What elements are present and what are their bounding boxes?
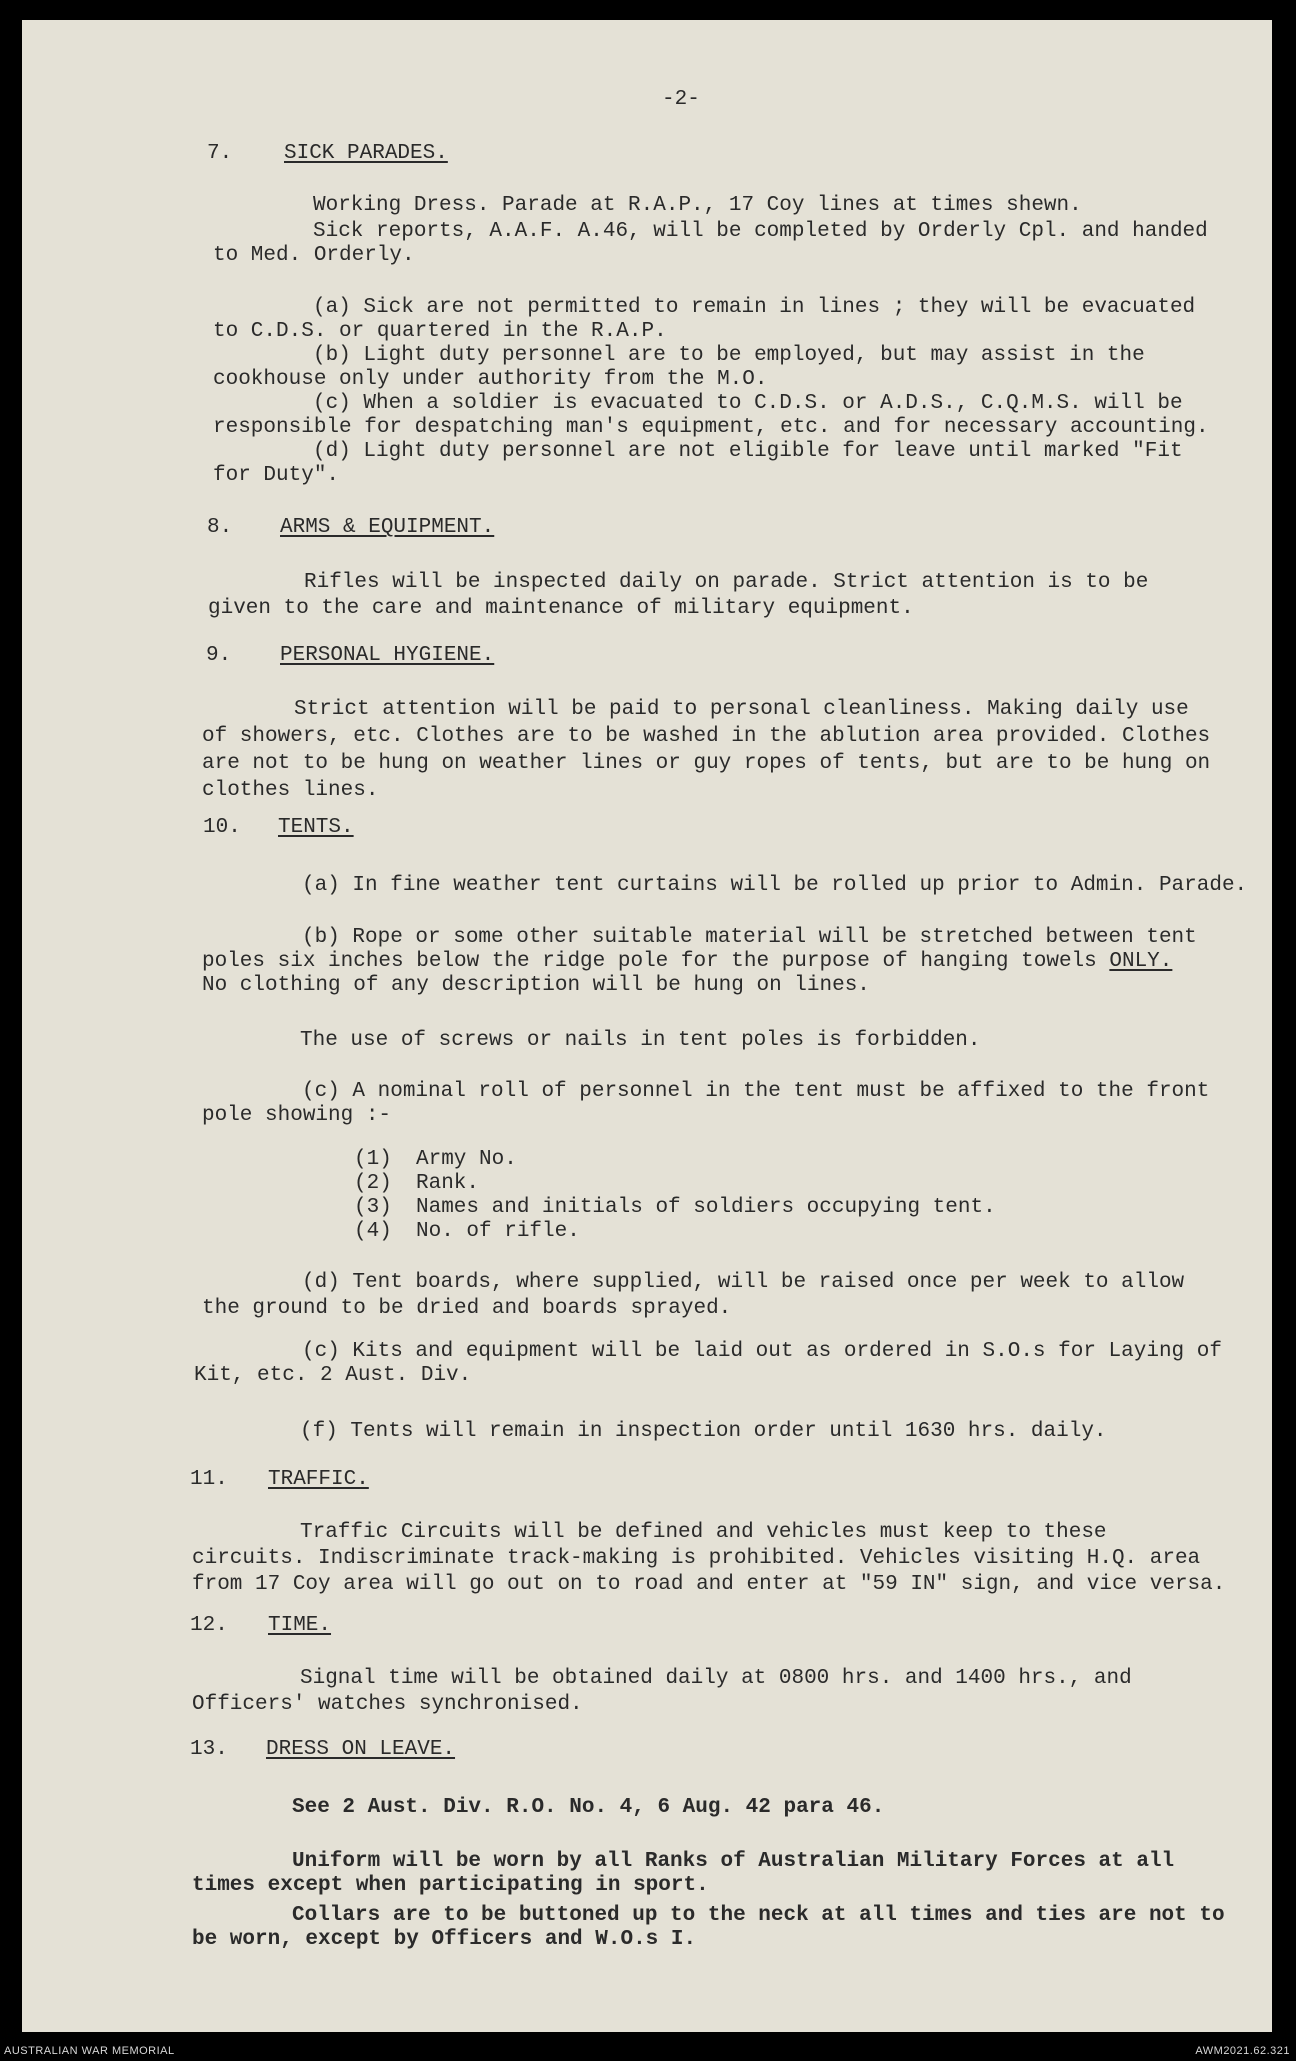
section-10-item-d: (d) Tent boards, where supplied, will be raised once per week to allow the ground to be dried and boards sprayed.	[202, 1271, 1185, 1320]
list-item: (3) Names and initials of soldiers occupying tent.	[354, 1196, 996, 1219]
section-7-para-2: Sick reports, A.A.F. A.46, will be completed by Orderly Cpl. and handed to Med. Orderly.	[213, 220, 1208, 267]
section-13-para-3: Collars are to be buttoned up to the neck at all times and ties are not to be worn, except by Officers and W.O.s I.	[192, 1904, 1225, 1951]
section-13-title: DRESS ON LEAVE.	[266, 1738, 456, 1761]
section-13-para-2: Uniform will be worn by all Ranks of Australian Military Forces at all times except when participating in sport.	[192, 1850, 1175, 1897]
section-7-item-c: (c) When a soldier is evacuated to C.D.S. or A.D.S., C.Q.M.S. will be responsible for despatching man's equipment, etc. and for necessary accounting.	[213, 392, 1209, 439]
section-11-title: TRAFFIC.	[268, 1468, 369, 1491]
section-11-para-1: Traffic Circuits will be defined and vehicles must keep to these circuits. Indiscriminate track-making is prohibited. Vehicles visiting H.Q. area from 17 Coy area will go out on to road and enter at "59 IN" sign, and vice versa.	[192, 1521, 1226, 1596]
footer-accession-number: AWM2021.62.321	[1195, 2045, 1290, 2057]
section-13-number: 13.	[190, 1738, 228, 1761]
section-10-item-a: (a) In fine weather tent curtains will be rolled up prior to Admin. Parade.	[302, 874, 1248, 897]
section-10-item-f: (f) Tents will remain in inspection order until 1630 hrs. daily.	[300, 1420, 1107, 1443]
section-10-screws-note: The use of screws or nails in tent poles is forbidden.	[300, 1029, 981, 1052]
section-12-para-1: Signal time will be obtained daily at 0800 hrs. and 1400 hrs., and Officers' watches synchronised.	[192, 1667, 1132, 1716]
only-emphasis: ONLY.	[1109, 950, 1173, 973]
section-9-title: PERSONAL HYGIENE.	[280, 644, 495, 667]
section-8-number: 8.	[207, 516, 233, 539]
list-item: (2) Rank.	[354, 1172, 480, 1195]
section-7-item-d: (d) Light duty personnel are not eligible for leave until marked "Fit for Duty".	[213, 440, 1183, 487]
section-13-para-1: See 2 Aust. Div. R.O. No. 4, 6 Aug. 42 para 46.	[292, 1796, 885, 1819]
section-12-number: 12.	[190, 1614, 228, 1637]
section-8-title: ARMS & EQUIPMENT.	[280, 516, 495, 539]
section-7-item-b: (b) Light duty personnel are to be employed, but may assist in the cookhouse only under authority from the M.O.	[213, 344, 1145, 391]
section-7-item-a: (a) Sick are not permitted to remain in lines ; they will be evacuated to C.D.S. or quartered in the R.A.P.	[213, 296, 1196, 343]
footer-institution: AUSTRALIAN WAR MEMORIAL	[4, 2045, 175, 2057]
section-12-title: TIME.	[268, 1614, 332, 1637]
section-11-number: 11.	[190, 1468, 228, 1491]
section-7-para-1: Working Dress. Parade at R.A.P., 17 Coy lines at times shewn.	[313, 194, 1082, 217]
section-9-number: 9.	[206, 644, 232, 667]
section-7-title: SICK PARADES.	[284, 142, 448, 165]
list-item: (1) Army No.	[354, 1148, 517, 1171]
page-number: -2-	[662, 88, 700, 111]
section-10-list	[354, 1148, 996, 1244]
section-9-para-1: Strict attention will be paid to personal cleanliness. Making daily use of showers, etc. Clothes are to be washed in the ablution area provided. Clothes are not to be hung on weather lines or guy ropes of tents, but are to be hung on clothes lines.	[202, 698, 1211, 802]
section-10-item-e: (c) Kits and equipment will be laid out as ordered in S.O.s for Laying of Kit, etc. 2 Aust. Div.	[194, 1340, 1222, 1387]
section-10-item-c: (c) A nominal roll of personnel in the tent must be affixed to the front pole showing :-	[202, 1080, 1210, 1127]
document-page	[22, 20, 1272, 2032]
section-8-para-1: Rifles will be inspected daily on parade. Strict attention is to be given to the care and maintenance of military equipment.	[208, 571, 1149, 620]
section-7-number: 7.	[207, 142, 233, 165]
section-10-title: TENTS.	[278, 816, 354, 839]
section-10-item-b: (b) Rope or some other suitable material will be stretched between tent poles six inches below the ridge pole for the purpose of hanging towels ONLY. No clothing of any description will be hung on lines.	[202, 926, 1197, 997]
section-10-number: 10.	[203, 816, 241, 839]
list-item: (4) No. of rifle.	[354, 1220, 580, 1243]
